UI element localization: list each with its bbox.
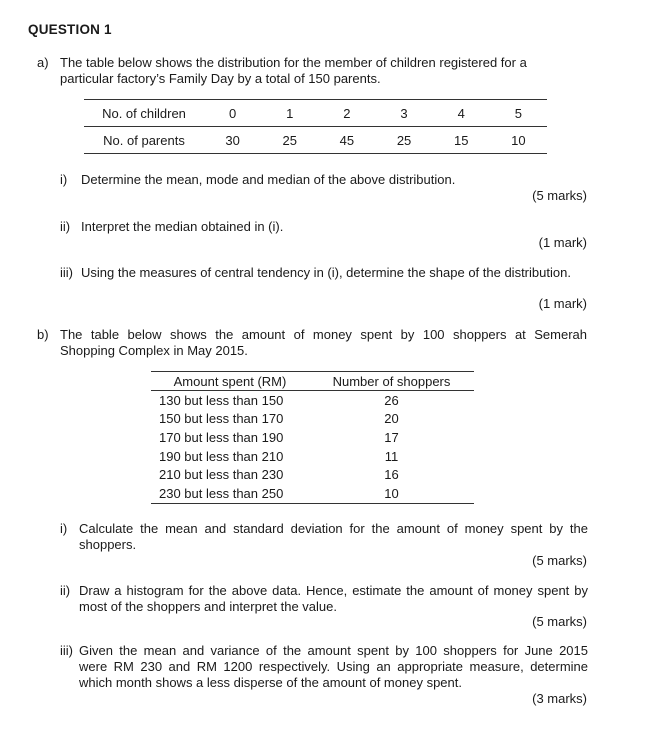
table-row	[151, 391, 474, 410]
part-b-iii-line1: Given the mean and variance of the amount spent by 100 shoppers for June 2015	[79, 643, 588, 658]
table-cell: 11	[384, 448, 399, 464]
part-b-ii-label: ii)	[60, 583, 71, 598]
part-b-intro-line2: Shopping Complex in May 2015.	[60, 343, 248, 358]
table-cell: 30	[204, 127, 261, 154]
table-row	[84, 100, 547, 127]
table-row	[151, 484, 474, 503]
table-cell: 45	[318, 127, 375, 154]
table-header-cell: Number of shoppers	[309, 372, 474, 391]
part-b-iii-label: iii)	[60, 643, 73, 658]
part-b-i-line1: Calculate the mean and standard deviation for the amount of money spent by the	[79, 521, 588, 536]
table-row	[151, 428, 474, 447]
part-b-i-label: i)	[60, 521, 68, 536]
part-b-ii-line2: most of the shoppers and interpret the value.	[79, 599, 337, 614]
table-cell: 20	[384, 411, 399, 427]
part-a-ii-label: ii)	[60, 219, 71, 234]
part-a-label: a)	[37, 55, 49, 70]
table-cell: 4	[433, 100, 490, 127]
table-row	[151, 465, 474, 484]
table-cell: 2	[318, 100, 375, 127]
shoppers-spending-table	[151, 371, 474, 504]
table-cell: 10	[309, 484, 474, 503]
part-a-ii-marks: (1 mark)	[538, 235, 587, 250]
table-cell: 25	[375, 127, 432, 154]
table-header-cell: No. of children	[84, 100, 204, 127]
part-b-i-text	[79, 521, 588, 553]
table-cell: 150 but less than 170	[159, 411, 284, 427]
part-b-ii-text	[79, 583, 588, 615]
table-header-cell: No. of parents	[84, 127, 204, 154]
part-a-intro-line1: The table below shows the distribution for the member of children registered for a	[60, 55, 527, 70]
table-cell: 3	[375, 100, 432, 127]
children-distribution-table	[84, 99, 547, 154]
part-b-intro-line1: The table below shows the amount of money spent by 100 shoppers at Semerah	[60, 327, 587, 342]
table-cell: 25	[261, 127, 318, 154]
part-b-ii-line1: Draw a histogram for the above data. Hence, estimate the amount of money spent by	[79, 583, 588, 598]
table-cell: 190 but less than 210	[159, 448, 284, 464]
part-a-i-label: i)	[60, 172, 68, 187]
part-a-iii-label: iii)	[60, 265, 73, 280]
part-a-intro-line2: particular factory’s Family Day by a total of 150 parents.	[60, 71, 381, 86]
part-a-iii-marks: (1 mark)	[538, 296, 587, 311]
part-b-ii-marks: (5 marks)	[532, 614, 587, 629]
table-cell: 170 but less than 190	[159, 429, 284, 445]
table-cell: 1	[261, 100, 318, 127]
part-b-iii-line2: were RM 230 and RM 1200 respectively. Using an appropriate measure, determine	[79, 659, 588, 674]
table-cell: 26	[384, 392, 399, 408]
table-cell: 0	[204, 100, 261, 127]
part-b-label: b)	[37, 327, 49, 342]
table-cell: 130 but less than 150	[159, 392, 284, 408]
part-b-iii-line3: which month shows a less disperse of the amount of money spent.	[79, 675, 462, 690]
table-cell: 210 but less than 230	[159, 467, 284, 483]
table-header-cell: Amount spent (RM)	[151, 372, 309, 391]
table-cell: 17	[384, 429, 399, 445]
table-row	[84, 127, 547, 154]
part-b-i-line2: shoppers.	[79, 537, 137, 552]
part-a-ii-text: Interpret the median obtained in (i).	[81, 219, 284, 234]
table-cell: 16	[384, 467, 399, 483]
table-cell: 230 but less than 250	[151, 484, 309, 503]
table-cell: 10	[490, 127, 547, 154]
part-b-iii-marks: (3 marks)	[532, 691, 587, 706]
part-a-i-text: Determine the mean, mode and median of the above distribution.	[81, 172, 456, 187]
part-b-i-marks: (5 marks)	[532, 553, 587, 568]
part-b-iii-text	[79, 643, 588, 691]
table-row	[151, 410, 474, 429]
table-header-row	[151, 372, 474, 391]
table-cell: 15	[433, 127, 490, 154]
table-row	[151, 447, 474, 466]
part-a-i-marks: (5 marks)	[532, 188, 587, 203]
part-a-intro	[60, 55, 580, 87]
part-a-iii-text: Using the measures of central tendency in (i), determine the shape of the distribution.	[81, 265, 571, 280]
part-b-intro	[60, 327, 587, 359]
table-cell: 5	[490, 100, 547, 127]
question-title: QUESTION 1	[28, 22, 112, 37]
